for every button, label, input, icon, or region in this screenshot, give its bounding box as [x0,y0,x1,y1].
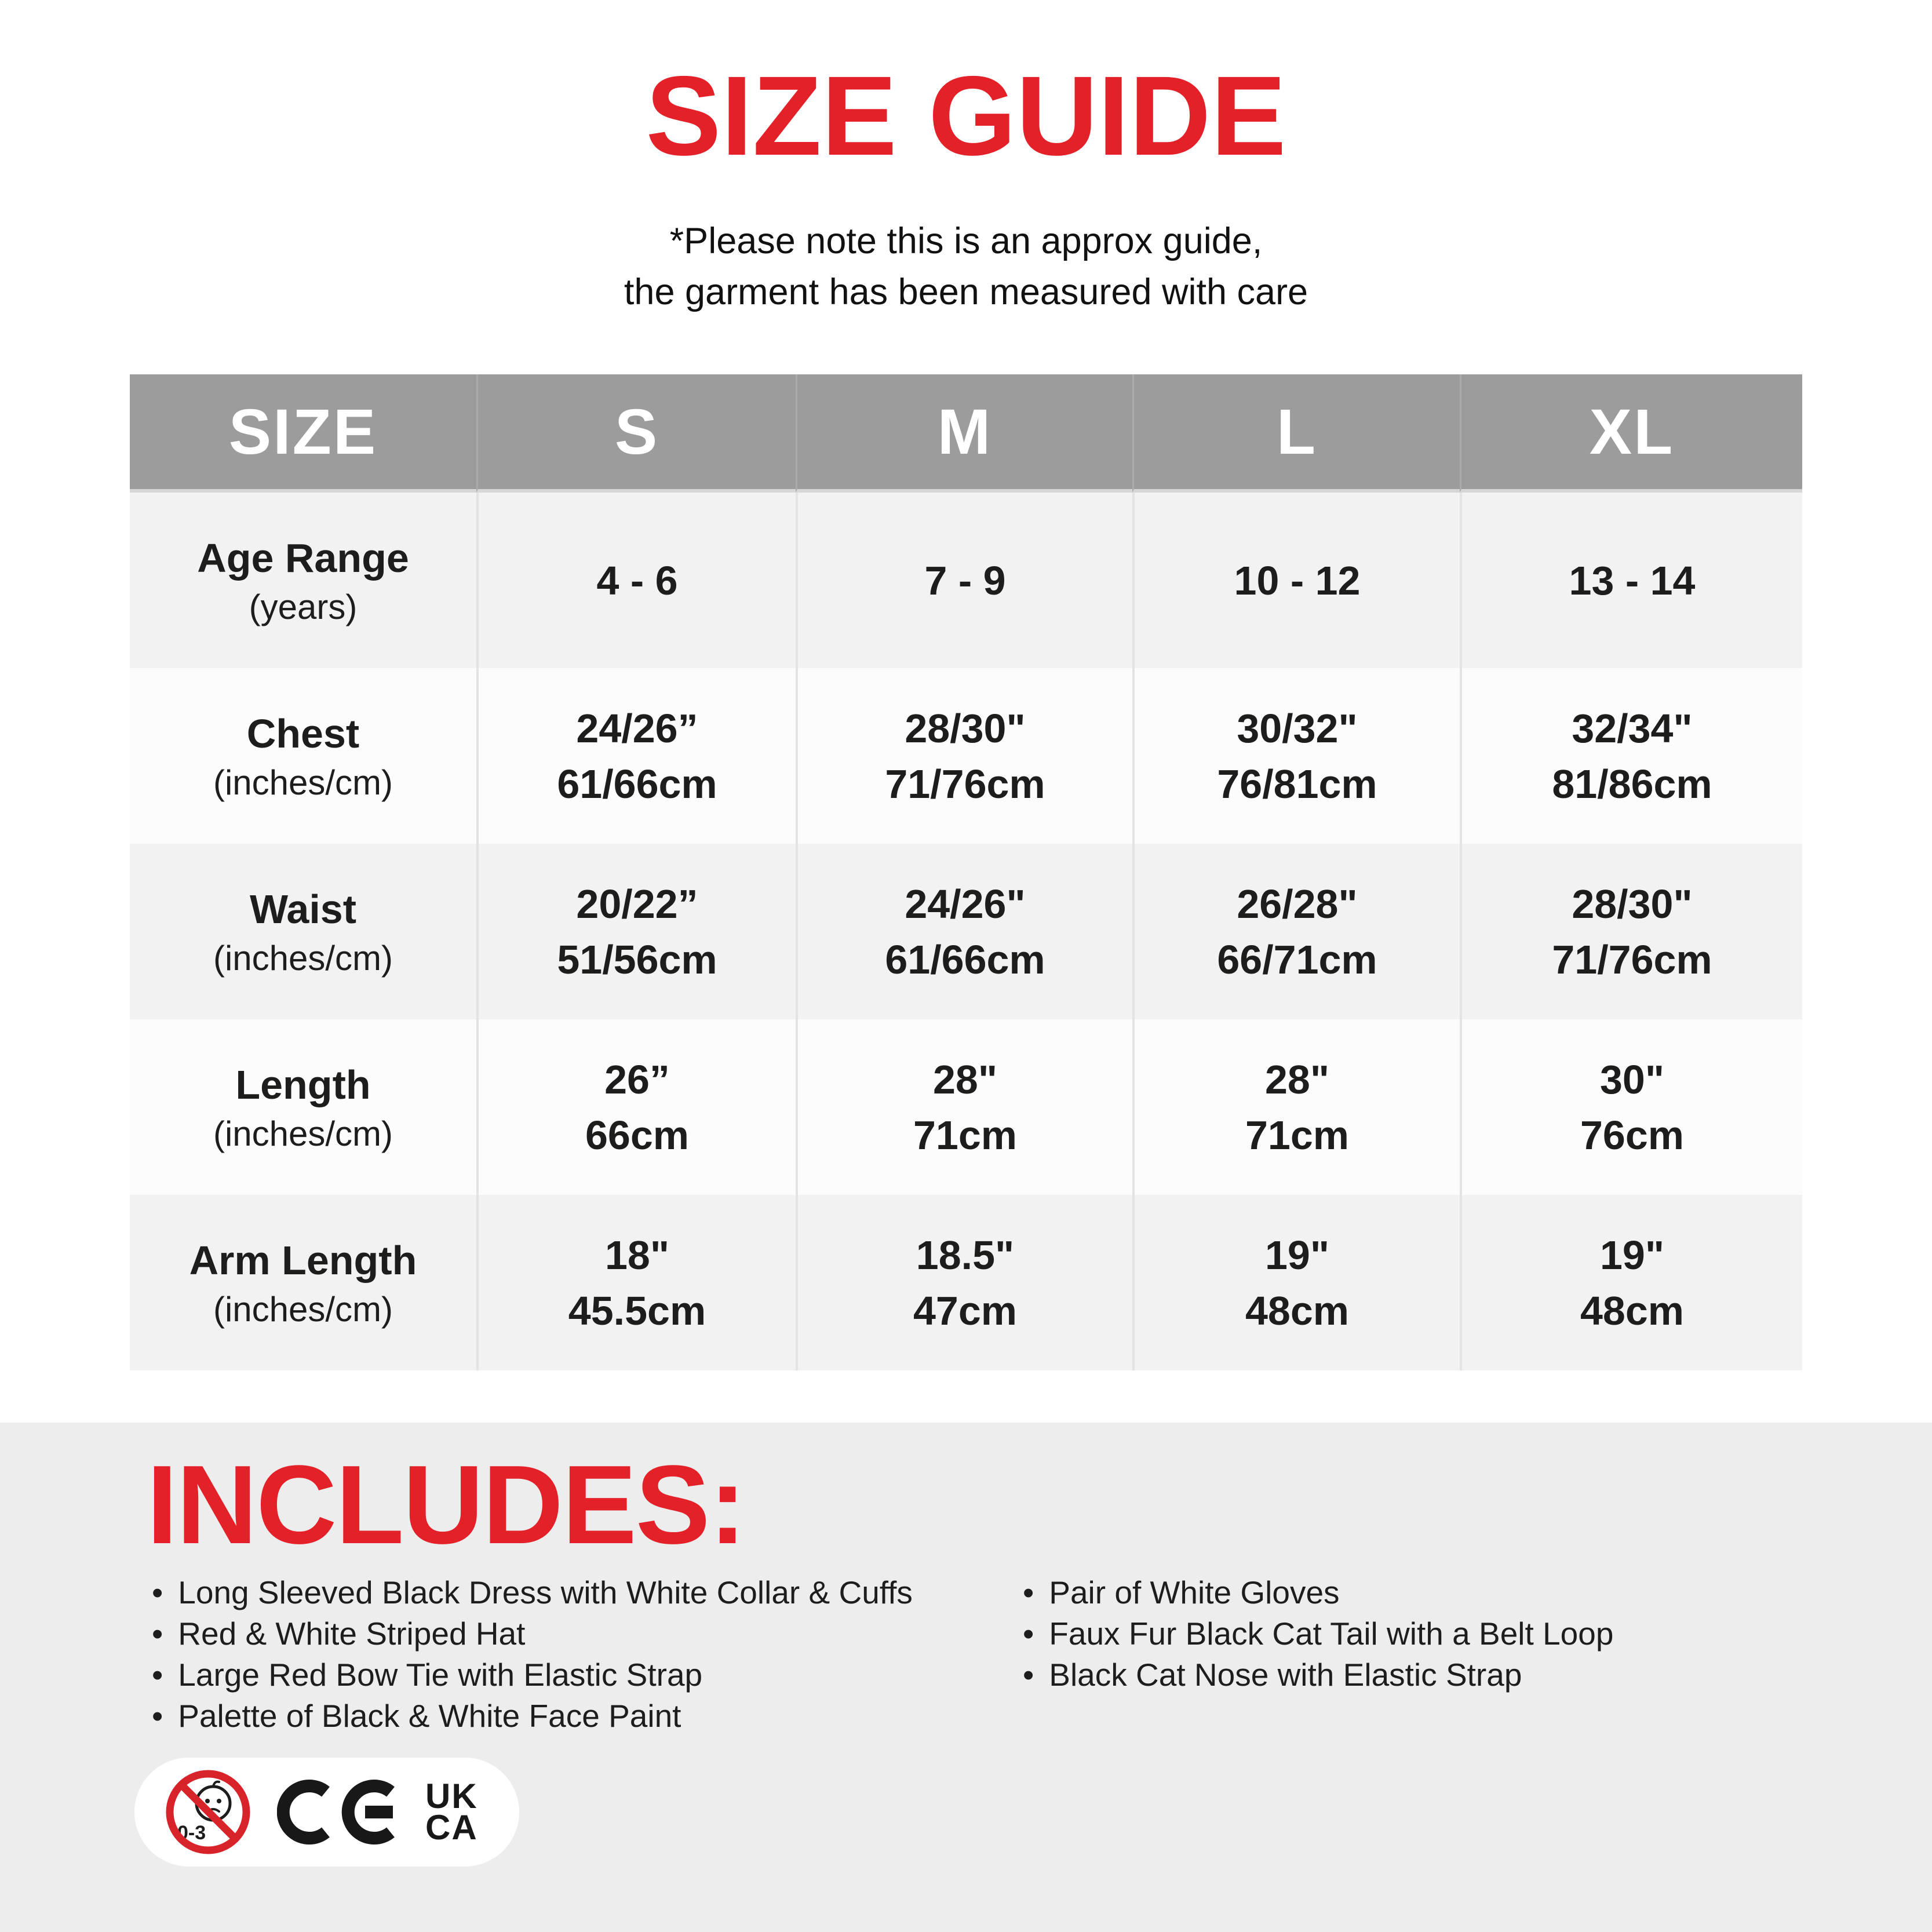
table-cell-chest-xl [1460,668,1802,844]
cell-value: 18.5" [916,1232,1015,1278]
row-sublabel: (inches/cm) [213,1289,393,1329]
cell-value: 45.5cm [568,1288,706,1333]
page-subtitle [0,216,1932,318]
cell-value: 26” [604,1056,670,1102]
bullet-icon: • [1023,1616,1034,1652]
cell-value: 28" [932,1056,998,1102]
ukca-mark-icon [425,1777,478,1847]
list-item-text: Pair of White Gloves [1049,1574,1340,1610]
cell-value: 13 - 14 [1569,557,1696,603]
table-header-size: SIZE [130,374,476,493]
list-item-text: Faux Fur Black Cat Tail with a Belt Loop [1049,1616,1614,1652]
cell-value: 30" [1599,1056,1665,1102]
page-title: SIZE GUIDE [646,53,1286,179]
table-cell-age-m [796,493,1132,668]
table-cell-age-xl [1460,493,1802,668]
bullet-icon: • [152,1657,163,1693]
cell-value: 26/28" [1237,881,1358,927]
list-item [1023,1654,1613,1696]
svg-text:0-3: 0-3 [177,1822,206,1844]
table-cell-age-s [476,493,796,668]
cell-value: 66cm [585,1112,690,1158]
cell-value: 7 - 9 [924,557,1006,603]
row-sublabel: (inches/cm) [213,1114,393,1153]
row-label: Waist [249,886,357,932]
list-item [1023,1613,1613,1654]
age-warning-icon [165,1769,251,1856]
row-label: Arm Length [189,1237,417,1283]
includes-title: INCLUDES: [147,1442,745,1567]
row-label-chest [130,668,476,844]
cell-value: 51/56cm [557,936,717,982]
cell-value: 28" [1264,1056,1330,1102]
list-item-text: Red & White Striped Hat [178,1616,526,1652]
cell-value: 28/30" [905,705,1026,751]
includes-list-right [1023,1572,1613,1696]
includes-section [0,1423,1932,1932]
row-sublabel: (inches/cm) [213,938,393,978]
table-header-s: S [476,374,796,493]
includes-list-left [152,1572,913,1737]
table-cell-chest-m [796,668,1132,844]
cell-value: 61/66cm [885,936,1045,982]
cell-value: 71/76cm [885,761,1045,807]
table-cell-waist-xl [1460,844,1802,1019]
table-cell-length-xl [1460,1019,1802,1195]
cell-value: 71cm [1245,1112,1350,1158]
list-item-text: Palette of Black & White Face Paint [178,1698,681,1734]
table-header-m: M [796,374,1132,493]
certification-badges [134,1758,519,1867]
cell-value: 10 - 12 [1234,557,1361,603]
table-cell-waist-s [476,844,796,1019]
cell-value: 71/76cm [1552,936,1712,982]
cell-value: 48cm [1580,1288,1685,1333]
row-sublabel: (inches/cm) [213,763,393,802]
bullet-icon: • [152,1574,163,1610]
table-cell-arm-s [476,1195,796,1370]
bullet-icon: • [152,1616,163,1652]
cell-value: 19" [1264,1232,1330,1278]
table-cell-length-s [476,1019,796,1195]
size-table [130,374,1802,1370]
cell-value: 76cm [1580,1112,1685,1158]
cell-value: 47cm [913,1288,1018,1333]
ukca-line-1: UK [425,1777,478,1816]
cell-value: 19" [1599,1232,1665,1278]
bullet-icon: • [1023,1574,1034,1610]
row-label: Chest [246,710,360,756]
cell-value: 66/71cm [1217,936,1377,982]
list-item-text: Long Sleeved Black Dress with White Collar & Cuffs [178,1574,913,1610]
table-header-xl: XL [1460,374,1802,493]
list-item [152,1654,913,1696]
ukca-line-2: CA [425,1808,478,1847]
cell-value: 30/32" [1237,705,1358,751]
table-cell-age-l [1132,493,1460,668]
row-label-age-range [130,493,476,668]
cell-value: 71cm [913,1112,1018,1158]
list-item [152,1613,913,1654]
subtitle-line-1: *Please note this is an approx guide, [669,221,1263,261]
cell-value: 61/66cm [557,761,717,807]
row-sublabel: (years) [249,587,358,626]
cell-value: 32/34" [1572,705,1693,751]
list-item [152,1572,913,1613]
table-header-l: L [1132,374,1460,493]
table-cell-waist-l [1132,844,1460,1019]
list-item [152,1696,913,1737]
table-cell-waist-m [796,844,1132,1019]
cell-value: 18" [604,1232,670,1278]
cell-value: 28/30" [1572,881,1693,927]
table-cell-length-m [796,1019,1132,1195]
cell-value: 20/22” [576,881,698,927]
bullet-icon: • [1023,1657,1034,1693]
list-item-text: Black Cat Nose with Elastic Strap [1049,1657,1522,1693]
row-label-waist [130,844,476,1019]
table-cell-chest-s [476,668,796,844]
list-item [1023,1572,1613,1613]
bullet-icon: • [152,1698,163,1734]
table-cell-chest-l [1132,668,1460,844]
cell-value: 24/26” [576,705,698,751]
cell-value: 4 - 6 [596,557,678,603]
table-cell-arm-xl [1460,1195,1802,1370]
subtitle-line-2: the garment has been measured with care [624,272,1308,312]
cell-value: 76/81cm [1217,761,1377,807]
cell-value: 48cm [1245,1288,1350,1333]
table-cell-arm-l [1132,1195,1460,1370]
ce-mark-icon [277,1776,400,1848]
table-cell-arm-m [796,1195,1132,1370]
list-item-text: Large Red Bow Tie with Elastic Strap [178,1657,703,1693]
row-label-arm-length [130,1195,476,1370]
row-label-length [130,1019,476,1195]
cell-value: 24/26" [905,881,1026,927]
row-label: Length [235,1062,371,1107]
table-cell-length-l [1132,1019,1460,1195]
cell-value: 81/86cm [1552,761,1712,807]
row-label: Age Range [197,535,409,581]
